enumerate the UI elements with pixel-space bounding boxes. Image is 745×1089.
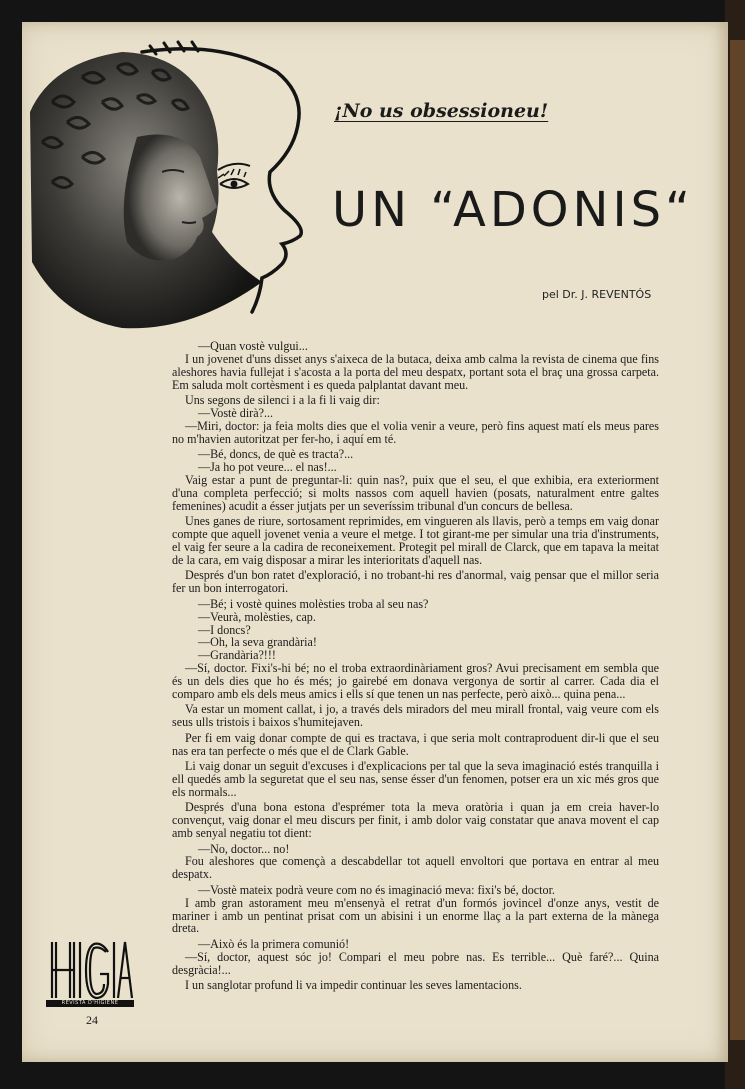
article-title: UN “ADONIS“	[332, 182, 694, 238]
article-paragraph: —Això és la primera comunió!	[198, 936, 350, 951]
scan-border-bottom	[0, 1060, 745, 1089]
next-page-edge	[730, 40, 745, 1040]
article-paragraph: —I doncs?	[198, 622, 251, 637]
article-paragraph: —Grandària?!!!	[198, 648, 276, 663]
article-paragraph: —Ja ho pot veure... el nas!...	[198, 460, 337, 475]
article-paragraph: I amb gran astorament meu m'ensenyà el retrat d'un formós jovincel d'onze anys, vestit de mariner i amb un pentinat prisat com un abisini i un enorme llaç a la part externa de la mànega dreta.	[172, 895, 659, 936]
article-paragraph: Fou aleshores que començà a descabdellar tot aquell envoltori que portava en entrar al meu despatx.	[172, 854, 659, 882]
page-number: 24	[86, 1013, 98, 1027]
article-paragraph: —Bé, doncs, de què es tracta?...	[198, 447, 354, 462]
article-paragraph: —No, doctor... no!	[198, 841, 290, 856]
article-byline: pel Dr. J. REVENTÓS	[542, 288, 652, 301]
scan-border-left	[0, 0, 22, 1089]
article-body	[172, 340, 659, 992]
article-paragraph: —Sí, doctor, aquest sóc jo! Compari el meu pobre nas. Es terrible... Què faré?... Quina desgràcia!...	[172, 949, 659, 977]
article-paragraph: —Oh, la seva grandària!	[198, 635, 317, 650]
article-paragraph: —Sí, doctor. Fixi's-hi bé; no el troba extraordinàriament gros? Avui precisament em sembla que és un dels dies que ho és més; jo gairebé em donava vergonya de sortir al carrer. Cada dia el comparo amb els dels meus amics i ells sí que tenen un nas perfecte, però això... quina pena...	[172, 661, 659, 702]
higia-logo	[46, 938, 134, 1002]
article-paragraph: Va estar un moment callat, i jo, a través dels miradors del meu mirall frontal, vaig veure com els seus ulls tristois i baixos s'humitejaven.	[172, 702, 659, 730]
magazine-page	[22, 22, 728, 1062]
article-paragraph: I un sanglotar profund li va impedir continuar les seves lamentacions.	[185, 978, 522, 993]
article-paragraph: Per fi em vaig donar compte de qui es tractava, i que seria molt contraproduent dir-li que el seu nas era tan perfecte o més que el de Clark Gable.	[172, 730, 659, 758]
article-paragraph: Després d'una bona estona d'esprémer tota la meva oratòria i quan ja em creia haver-lo convençut, vaig donar el meu discurs per finit, i amb dolor vaig constatar que anava movent el cap amb senyal negatiu tot dient:	[172, 800, 659, 841]
article-paragraph: —Vostè mateix podrà veure com no és imaginació meva: fixi's bé, doctor.	[198, 882, 555, 897]
article-paragraph: Vaig estar a punt de preguntar-li: quin nas?, puix que el seu, el que exhibia, era exteriorment d'una completa perfecció; si molts nassos com aquell havien (posats, naturalment entre galtes femenines) acudit a ésser jutjats per un severíssim tribunal d'un concurs de bellesa.	[172, 473, 659, 513]
article-paragraph: —Vostè dirà?...	[198, 406, 274, 421]
article-paragraph: Uns segons de silenci i a la fi li vaig dir:	[185, 393, 380, 408]
article-paragraph: Li vaig donar un seguit d'excuses i d'explicacions per tal que la seva imaginació estés tranquilla i ell quedés amb la seguretat que el seu nas, sense ésser d'un fenomen, potser era un xic més gros que els normals...	[172, 759, 659, 799]
article-paragraph: —Quan vostè vulgui...	[198, 339, 308, 353]
article-paragraph: Després d'un bon ratet d'exploració, i no trobant-hi res d'anormal, vaig pensar que el millor seria fer un bon interrogatori.	[172, 568, 659, 596]
article-paragraph: —Veurà, molèsties, cap.	[198, 609, 316, 624]
article-kicker: ¡No us obsessioneu!	[334, 100, 549, 122]
higia-logo-subtitle: REVISTA D'HIGIENE	[46, 1000, 134, 1007]
adonis-head-illustration	[22, 32, 332, 342]
article-paragraph: Unes ganes de riure, sortosament reprimides, em vingueren als llavis, però a temps em vaig donar compte que aquell jovenet venia a veure el metge. I tot girant-me per simular una tria d'instruments, el vaig fer seure a la cadira de reconeixement. Protegit pel mirall de Clarck, que em tapava la meitat de la cara, em vaig disposar a mirar les interioritats d'aquell nas.	[172, 514, 659, 567]
article-paragraph: —Bé; i vostè quines molèsties troba al seu nas?	[198, 596, 429, 611]
article-paragraph: I un jovenet d'uns disset anys s'aixeca de la butaca, deixa amb calma la revista de cinema que fins aleshores havia fullejat i s'acosta a la porta del meu despatx, portant sota el braç una grossa carpeta. Em saluda molt cortèsment i es queda palplantat davant meu.	[172, 351, 659, 392]
scan-border-top	[0, 0, 745, 22]
article-paragraph: —Miri, doctor: ja feia molts dies que el volia venir a veure, però fins aquest matí els meus pares no m'havien autoritzat per fer-ho, i aquí em té.	[172, 418, 659, 446]
